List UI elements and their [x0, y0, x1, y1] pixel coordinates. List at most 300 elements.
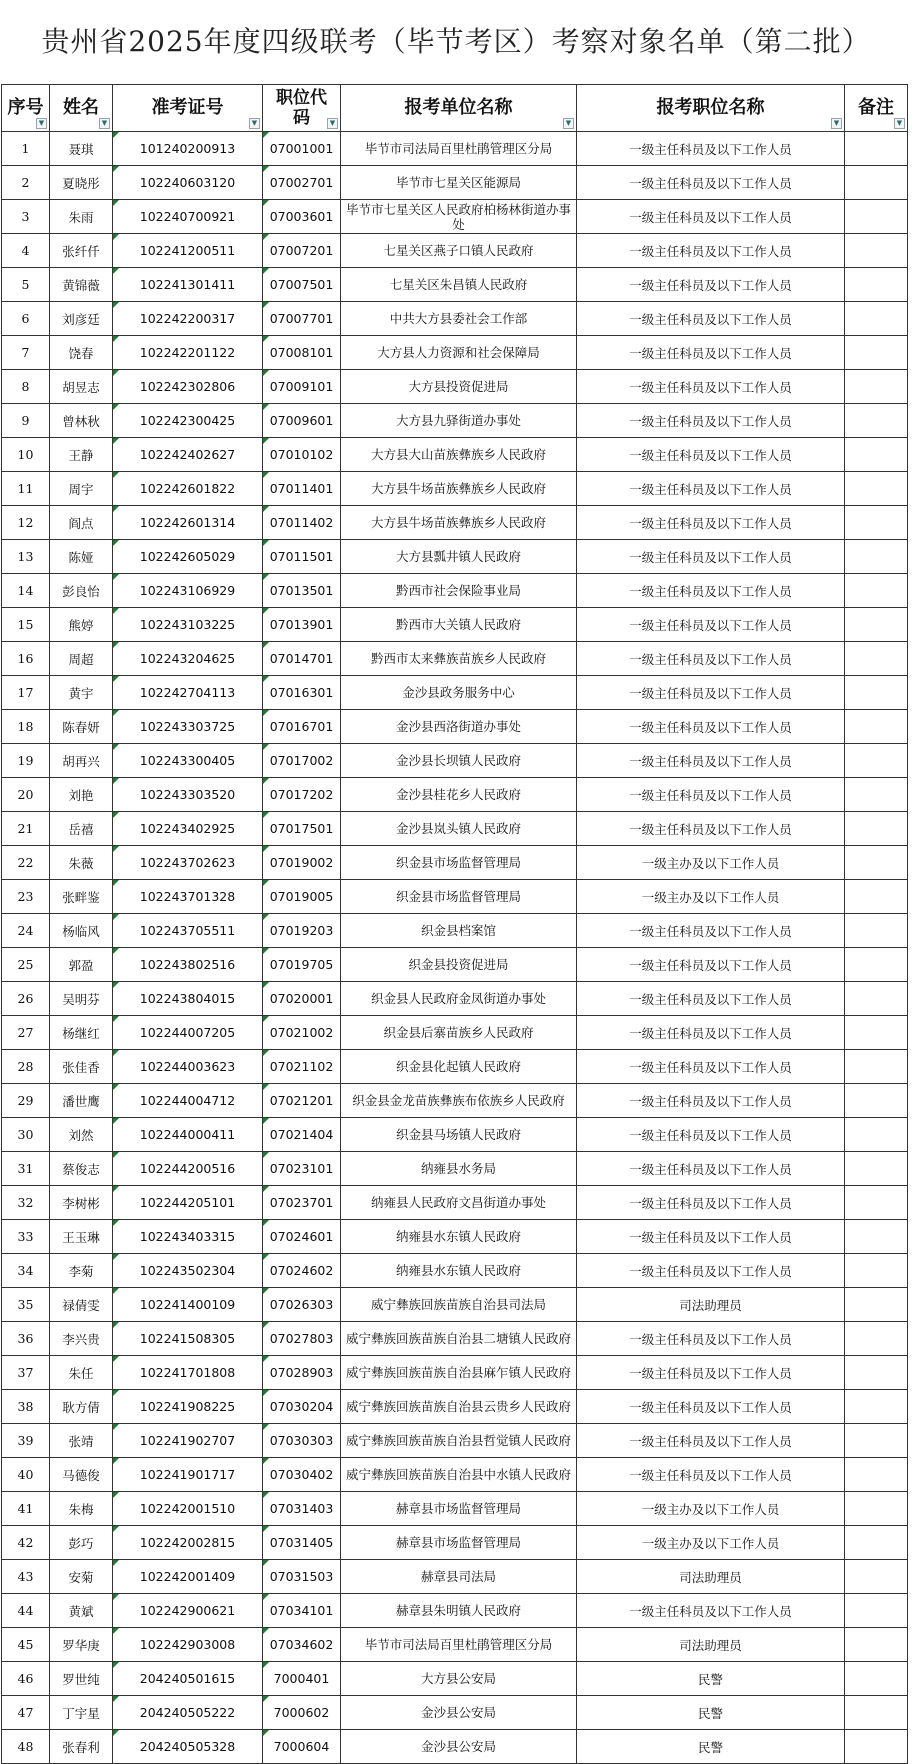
- cell-position-code[interactable]: 07021002: [263, 1016, 341, 1050]
- cell-position[interactable]: 司法助理员: [577, 1288, 845, 1322]
- cell-unit[interactable]: 毕节市七星关区能源局: [341, 166, 577, 200]
- cell-position[interactable]: 一级主办及以下工作人员: [577, 846, 845, 880]
- cell-position[interactable]: 一级主任科员及以下工作人员: [577, 1016, 845, 1050]
- cell-seq[interactable]: 23: [2, 880, 50, 914]
- cell-position[interactable]: 一级主任科员及以下工作人员: [577, 438, 845, 472]
- cell-position[interactable]: 一级主任科员及以下工作人员: [577, 914, 845, 948]
- cell-name[interactable]: 张靖: [50, 1424, 113, 1458]
- cell-position-code[interactable]: 07017002: [263, 744, 341, 778]
- cell-position[interactable]: 一级主任科员及以下工作人员: [577, 1458, 845, 1492]
- cell-position-code[interactable]: 07011402: [263, 506, 341, 540]
- cell-remark[interactable]: [845, 472, 908, 506]
- cell-seq[interactable]: 17: [2, 676, 50, 710]
- cell-exam-id[interactable]: 204240505328: [113, 1730, 263, 1764]
- cell-seq[interactable]: 43: [2, 1560, 50, 1594]
- cell-seq[interactable]: 33: [2, 1220, 50, 1254]
- cell-unit[interactable]: 黔西市太来彝族苗族乡人民政府: [341, 642, 577, 676]
- cell-position[interactable]: 一级主办及以下工作人员: [577, 1526, 845, 1560]
- cell-position[interactable]: 一级主任科员及以下工作人员: [577, 982, 845, 1016]
- cell-position[interactable]: 一级主办及以下工作人员: [577, 1492, 845, 1526]
- cell-unit[interactable]: 七星关区朱昌镇人民政府: [341, 268, 577, 302]
- cell-unit[interactable]: 纳雍县人民政府文昌街道办事处: [341, 1186, 577, 1220]
- cell-position-code[interactable]: 07024602: [263, 1254, 341, 1288]
- cell-exam-id[interactable]: 102243204625: [113, 642, 263, 676]
- cell-seq[interactable]: 3: [2, 200, 50, 234]
- cell-position-code[interactable]: 07021102: [263, 1050, 341, 1084]
- cell-position-code[interactable]: 7000401: [263, 1662, 341, 1696]
- dropdown-filter-icon[interactable]: ▼: [831, 118, 842, 129]
- cell-exam-id[interactable]: 102243103225: [113, 608, 263, 642]
- cell-position[interactable]: 一级主任科员及以下工作人员: [577, 506, 845, 540]
- cell-unit[interactable]: 织金县化起镇人民政府: [341, 1050, 577, 1084]
- cell-position-code[interactable]: 07007701: [263, 302, 341, 336]
- cell-position[interactable]: 一级主任科员及以下工作人员: [577, 1084, 845, 1118]
- cell-seq[interactable]: 44: [2, 1594, 50, 1628]
- cell-position-code[interactable]: 07030204: [263, 1390, 341, 1424]
- cell-remark[interactable]: [845, 1016, 908, 1050]
- cell-position[interactable]: 一级主任科员及以下工作人员: [577, 200, 845, 234]
- cell-unit[interactable]: 织金县人民政府金凤街道办事处: [341, 982, 577, 1016]
- cell-position[interactable]: 一级主办及以下工作人员: [577, 880, 845, 914]
- cell-exam-id[interactable]: 102243303520: [113, 778, 263, 812]
- cell-position-code[interactable]: 07030303: [263, 1424, 341, 1458]
- cell-seq[interactable]: 32: [2, 1186, 50, 1220]
- cell-remark[interactable]: [845, 914, 908, 948]
- cell-unit[interactable]: 金沙县公安局: [341, 1730, 577, 1764]
- cell-seq[interactable]: 11: [2, 472, 50, 506]
- cell-position-code[interactable]: 07034602: [263, 1628, 341, 1662]
- cell-unit[interactable]: 大方县九驿街道办事处: [341, 404, 577, 438]
- cell-exam-id[interactable]: 102243705511: [113, 914, 263, 948]
- cell-position[interactable]: 一级主任科员及以下工作人员: [577, 540, 845, 574]
- cell-position-code[interactable]: 07009101: [263, 370, 341, 404]
- cell-name[interactable]: 吴明芬: [50, 982, 113, 1016]
- cell-position[interactable]: 民警: [577, 1662, 845, 1696]
- cell-position-code[interactable]: 07030402: [263, 1458, 341, 1492]
- cell-unit[interactable]: 赫章县市场监督管理局: [341, 1492, 577, 1526]
- cell-seq[interactable]: 47: [2, 1696, 50, 1730]
- cell-unit[interactable]: 威宁彝族回族苗族自治县二塘镇人民政府: [341, 1322, 577, 1356]
- cell-exam-id[interactable]: 102242601822: [113, 472, 263, 506]
- cell-position[interactable]: 一级主任科员及以下工作人员: [577, 404, 845, 438]
- cell-remark[interactable]: [845, 880, 908, 914]
- cell-position-code[interactable]: 07019002: [263, 846, 341, 880]
- cell-position[interactable]: 一级主任科员及以下工作人员: [577, 1220, 845, 1254]
- cell-exam-id[interactable]: 102242201122: [113, 336, 263, 370]
- cell-remark[interactable]: [845, 1390, 908, 1424]
- cell-exam-id[interactable]: 102242001510: [113, 1492, 263, 1526]
- cell-remark[interactable]: [845, 1492, 908, 1526]
- cell-unit[interactable]: 七星关区燕子口镇人民政府: [341, 234, 577, 268]
- cell-unit[interactable]: 大方县投资促进局: [341, 370, 577, 404]
- cell-position[interactable]: 一级主任科员及以下工作人员: [577, 1254, 845, 1288]
- cell-seq[interactable]: 25: [2, 948, 50, 982]
- cell-exam-id[interactable]: 102243402925: [113, 812, 263, 846]
- cell-remark[interactable]: [845, 608, 908, 642]
- cell-unit[interactable]: 金沙县岚头镇人民政府: [341, 812, 577, 846]
- cell-remark[interactable]: [845, 1084, 908, 1118]
- cell-position[interactable]: 一级主任科员及以下工作人员: [577, 1390, 845, 1424]
- cell-position[interactable]: 一级主任科员及以下工作人员: [577, 608, 845, 642]
- cell-seq[interactable]: 8: [2, 370, 50, 404]
- cell-position-code[interactable]: 07016301: [263, 676, 341, 710]
- cell-position-code[interactable]: 07014701: [263, 642, 341, 676]
- cell-seq[interactable]: 29: [2, 1084, 50, 1118]
- cell-seq[interactable]: 45: [2, 1628, 50, 1662]
- cell-remark[interactable]: [845, 778, 908, 812]
- cell-position[interactable]: 一级主任科员及以下工作人员: [577, 710, 845, 744]
- cell-seq[interactable]: 38: [2, 1390, 50, 1424]
- cell-exam-id[interactable]: 102243300405: [113, 744, 263, 778]
- cell-remark[interactable]: [845, 1186, 908, 1220]
- cell-position-code[interactable]: 07017202: [263, 778, 341, 812]
- cell-remark[interactable]: [845, 404, 908, 438]
- cell-exam-id[interactable]: 102243303725: [113, 710, 263, 744]
- cell-exam-id[interactable]: 102242605029: [113, 540, 263, 574]
- cell-remark[interactable]: [845, 1662, 908, 1696]
- cell-remark[interactable]: [845, 1526, 908, 1560]
- cell-unit[interactable]: 毕节市司法局百里杜鹃管理区分局: [341, 1628, 577, 1662]
- cell-position-code[interactable]: 07026303: [263, 1288, 341, 1322]
- cell-position[interactable]: 一级主任科员及以下工作人员: [577, 1186, 845, 1220]
- cell-name[interactable]: 熊婷: [50, 608, 113, 642]
- cell-unit[interactable]: 纳雍县水东镇人民政府: [341, 1220, 577, 1254]
- cell-exam-id[interactable]: 102241902707: [113, 1424, 263, 1458]
- cell-name[interactable]: 胡再兴: [50, 744, 113, 778]
- cell-remark[interactable]: [845, 1050, 908, 1084]
- cell-position[interactable]: 一级主任科员及以下工作人员: [577, 166, 845, 200]
- cell-name[interactable]: 李兴贵: [50, 1322, 113, 1356]
- cell-exam-id[interactable]: 204240501615: [113, 1662, 263, 1696]
- cell-position-code[interactable]: 07011501: [263, 540, 341, 574]
- cell-position[interactable]: 一级主任科员及以下工作人员: [577, 234, 845, 268]
- cell-seq[interactable]: 28: [2, 1050, 50, 1084]
- dropdown-filter-icon[interactable]: ▼: [99, 118, 110, 129]
- cell-name[interactable]: 聂琪: [50, 132, 113, 166]
- cell-name[interactable]: 王静: [50, 438, 113, 472]
- cell-name[interactable]: 夏晓彤: [50, 166, 113, 200]
- cell-remark[interactable]: [845, 846, 908, 880]
- cell-position-code[interactable]: 7000602: [263, 1696, 341, 1730]
- cell-seq[interactable]: 27: [2, 1016, 50, 1050]
- dropdown-filter-icon[interactable]: ▼: [36, 118, 47, 129]
- cell-position-code[interactable]: 07002701: [263, 166, 341, 200]
- cell-exam-id[interactable]: 102242903008: [113, 1628, 263, 1662]
- cell-unit[interactable]: 中共大方县委社会工作部: [341, 302, 577, 336]
- cell-remark[interactable]: [845, 302, 908, 336]
- cell-remark[interactable]: [845, 1288, 908, 1322]
- cell-unit[interactable]: 赫章县司法局: [341, 1560, 577, 1594]
- cell-unit[interactable]: 大方县大山苗族彝族乡人民政府: [341, 438, 577, 472]
- cell-seq[interactable]: 21: [2, 812, 50, 846]
- cell-name[interactable]: 张佳香: [50, 1050, 113, 1084]
- cell-unit[interactable]: 威宁彝族回族苗族自治县麻乍镇人民政府: [341, 1356, 577, 1390]
- cell-remark[interactable]: [845, 336, 908, 370]
- cell-remark[interactable]: [845, 710, 908, 744]
- cell-position-code[interactable]: 07013501: [263, 574, 341, 608]
- cell-remark[interactable]: [845, 1152, 908, 1186]
- cell-position-code[interactable]: 07019705: [263, 948, 341, 982]
- cell-name[interactable]: 彭良怡: [50, 574, 113, 608]
- cell-position-code[interactable]: 07020001: [263, 982, 341, 1016]
- cell-seq[interactable]: 26: [2, 982, 50, 1016]
- cell-name[interactable]: 黄锦薇: [50, 268, 113, 302]
- cell-name[interactable]: 黄宇: [50, 676, 113, 710]
- cell-remark[interactable]: [845, 166, 908, 200]
- cell-unit[interactable]: 毕节市司法局百里杜鹃管理区分局: [341, 132, 577, 166]
- cell-exam-id[interactable]: 102244000411: [113, 1118, 263, 1152]
- cell-remark[interactable]: [845, 1458, 908, 1492]
- cell-position[interactable]: 司法助理员: [577, 1628, 845, 1662]
- cell-unit[interactable]: 金沙县公安局: [341, 1696, 577, 1730]
- cell-unit[interactable]: 金沙县政务服务中心: [341, 676, 577, 710]
- cell-remark[interactable]: [845, 268, 908, 302]
- cell-position-code[interactable]: 07019203: [263, 914, 341, 948]
- cell-name[interactable]: 饶春: [50, 336, 113, 370]
- cell-position-code[interactable]: 07021404: [263, 1118, 341, 1152]
- cell-exam-id[interactable]: 102241701808: [113, 1356, 263, 1390]
- cell-remark[interactable]: [845, 1254, 908, 1288]
- cell-position-code[interactable]: 07024601: [263, 1220, 341, 1254]
- cell-name[interactable]: 蔡俊志: [50, 1152, 113, 1186]
- cell-position[interactable]: 一级主任科员及以下工作人员: [577, 336, 845, 370]
- cell-name[interactable]: 周超: [50, 642, 113, 676]
- dropdown-filter-icon[interactable]: ▼: [563, 118, 574, 129]
- cell-remark[interactable]: [845, 1628, 908, 1662]
- cell-position[interactable]: 一级主任科员及以下工作人员: [577, 370, 845, 404]
- cell-position-code[interactable]: 7000604: [263, 1730, 341, 1764]
- cell-name[interactable]: 罗世纯: [50, 1662, 113, 1696]
- cell-position[interactable]: 一级主任科员及以下工作人员: [577, 472, 845, 506]
- cell-unit[interactable]: 纳雍县水务局: [341, 1152, 577, 1186]
- cell-name[interactable]: 朱梅: [50, 1492, 113, 1526]
- cell-seq[interactable]: 6: [2, 302, 50, 336]
- cell-remark[interactable]: [845, 540, 908, 574]
- cell-position-code[interactable]: 07013901: [263, 608, 341, 642]
- cell-seq[interactable]: 18: [2, 710, 50, 744]
- cell-unit[interactable]: 大方县牛场苗族彝族乡人民政府: [341, 506, 577, 540]
- cell-name[interactable]: 潘世鹰: [50, 1084, 113, 1118]
- cell-name[interactable]: 杨临风: [50, 914, 113, 948]
- cell-name[interactable]: 郭盈: [50, 948, 113, 982]
- cell-seq[interactable]: 36: [2, 1322, 50, 1356]
- cell-name[interactable]: 李树彬: [50, 1186, 113, 1220]
- cell-exam-id[interactable]: 102242001409: [113, 1560, 263, 1594]
- cell-position[interactable]: 司法助理员: [577, 1560, 845, 1594]
- cell-position[interactable]: 一级主任科员及以下工作人员: [577, 676, 845, 710]
- cell-unit[interactable]: 大方县公安局: [341, 1662, 577, 1696]
- cell-unit[interactable]: 织金县后寨苗族乡人民政府: [341, 1016, 577, 1050]
- cell-unit[interactable]: 黔西市大关镇人民政府: [341, 608, 577, 642]
- cell-seq[interactable]: 34: [2, 1254, 50, 1288]
- cell-name[interactable]: 张纤仟: [50, 234, 113, 268]
- cell-name[interactable]: 马德俊: [50, 1458, 113, 1492]
- cell-remark[interactable]: [845, 812, 908, 846]
- cell-exam-id[interactable]: 102241901717: [113, 1458, 263, 1492]
- cell-remark[interactable]: [845, 1220, 908, 1254]
- cell-name[interactable]: 彭巧: [50, 1526, 113, 1560]
- cell-name[interactable]: 刘然: [50, 1118, 113, 1152]
- cell-seq[interactable]: 40: [2, 1458, 50, 1492]
- cell-seq[interactable]: 30: [2, 1118, 50, 1152]
- cell-unit[interactable]: 金沙县长坝镇人民政府: [341, 744, 577, 778]
- cell-exam-id[interactable]: 102242402627: [113, 438, 263, 472]
- cell-seq[interactable]: 22: [2, 846, 50, 880]
- cell-name[interactable]: 刘艳: [50, 778, 113, 812]
- cell-position-code[interactable]: 07008101: [263, 336, 341, 370]
- cell-name[interactable]: 陈娅: [50, 540, 113, 574]
- cell-unit[interactable]: 威宁彝族回族苗族自治县云贵乡人民政府: [341, 1390, 577, 1424]
- cell-exam-id[interactable]: 102242200317: [113, 302, 263, 336]
- cell-unit[interactable]: 威宁彝族回族苗族自治县哲觉镇人民政府: [341, 1424, 577, 1458]
- cell-unit[interactable]: 纳雍县水东镇人民政府: [341, 1254, 577, 1288]
- cell-position[interactable]: 一级主任科员及以下工作人员: [577, 1356, 845, 1390]
- cell-position-code[interactable]: 07023101: [263, 1152, 341, 1186]
- dropdown-filter-icon[interactable]: ▼: [327, 118, 338, 129]
- cell-position-code[interactable]: 07007501: [263, 268, 341, 302]
- cell-name[interactable]: 陈春妍: [50, 710, 113, 744]
- cell-seq[interactable]: 19: [2, 744, 50, 778]
- cell-exam-id[interactable]: 102243403315: [113, 1220, 263, 1254]
- cell-remark[interactable]: [845, 438, 908, 472]
- cell-remark[interactable]: [845, 642, 908, 676]
- cell-position[interactable]: 一级主任科员及以下工作人员: [577, 1118, 845, 1152]
- cell-seq[interactable]: 42: [2, 1526, 50, 1560]
- cell-seq[interactable]: 2: [2, 166, 50, 200]
- cell-exam-id[interactable]: 102242300425: [113, 404, 263, 438]
- cell-name[interactable]: 周宇: [50, 472, 113, 506]
- dropdown-filter-icon[interactable]: ▼: [894, 118, 905, 129]
- cell-seq[interactable]: 41: [2, 1492, 50, 1526]
- cell-remark[interactable]: [845, 1118, 908, 1152]
- cell-position-code[interactable]: 07019005: [263, 880, 341, 914]
- cell-position[interactable]: 一级主任科员及以下工作人员: [577, 1152, 845, 1186]
- cell-seq[interactable]: 35: [2, 1288, 50, 1322]
- cell-name[interactable]: 禄倩雯: [50, 1288, 113, 1322]
- cell-seq[interactable]: 24: [2, 914, 50, 948]
- dropdown-filter-icon[interactable]: ▼: [249, 118, 260, 129]
- cell-remark[interactable]: [845, 574, 908, 608]
- cell-position-code[interactable]: 07028903: [263, 1356, 341, 1390]
- cell-position[interactable]: 一级主任科员及以下工作人员: [577, 1322, 845, 1356]
- cell-exam-id[interactable]: 102244003623: [113, 1050, 263, 1084]
- cell-exam-id[interactable]: 102244200516: [113, 1152, 263, 1186]
- cell-seq[interactable]: 9: [2, 404, 50, 438]
- cell-position-code[interactable]: 07031405: [263, 1526, 341, 1560]
- cell-seq[interactable]: 48: [2, 1730, 50, 1764]
- cell-exam-id[interactable]: 102243502304: [113, 1254, 263, 1288]
- cell-exam-id[interactable]: 102244004712: [113, 1084, 263, 1118]
- cell-remark[interactable]: [845, 1322, 908, 1356]
- cell-unit[interactable]: 赫章县朱明镇人民政府: [341, 1594, 577, 1628]
- cell-remark[interactable]: [845, 948, 908, 982]
- cell-position[interactable]: 一级主任科员及以下工作人员: [577, 302, 845, 336]
- cell-exam-id[interactable]: 102243804015: [113, 982, 263, 1016]
- cell-seq[interactable]: 12: [2, 506, 50, 540]
- cell-unit[interactable]: 威宁彝族回族苗族自治县司法局: [341, 1288, 577, 1322]
- cell-name[interactable]: 杨继红: [50, 1016, 113, 1050]
- cell-exam-id[interactable]: 102244205101: [113, 1186, 263, 1220]
- cell-name[interactable]: 曾林秋: [50, 404, 113, 438]
- cell-name[interactable]: 胡昱志: [50, 370, 113, 404]
- cell-position-code[interactable]: 07001001: [263, 132, 341, 166]
- cell-name[interactable]: 丁宇星: [50, 1696, 113, 1730]
- cell-exam-id[interactable]: 102242002815: [113, 1526, 263, 1560]
- cell-position[interactable]: 一级主任科员及以下工作人员: [577, 948, 845, 982]
- cell-exam-id[interactable]: 102242900621: [113, 1594, 263, 1628]
- cell-position[interactable]: 一级主任科员及以下工作人员: [577, 268, 845, 302]
- cell-exam-id[interactable]: 102241400109: [113, 1288, 263, 1322]
- cell-seq[interactable]: 39: [2, 1424, 50, 1458]
- cell-name[interactable]: 李菊: [50, 1254, 113, 1288]
- cell-seq[interactable]: 10: [2, 438, 50, 472]
- cell-remark[interactable]: [845, 676, 908, 710]
- cell-name[interactable]: 朱任: [50, 1356, 113, 1390]
- cell-position[interactable]: 一级主任科员及以下工作人员: [577, 812, 845, 846]
- cell-remark[interactable]: [845, 132, 908, 166]
- cell-position[interactable]: 一级主任科员及以下工作人员: [577, 744, 845, 778]
- cell-seq[interactable]: 13: [2, 540, 50, 574]
- cell-exam-id[interactable]: 102243702623: [113, 846, 263, 880]
- cell-unit[interactable]: 织金县投资促进局: [341, 948, 577, 982]
- cell-position[interactable]: 民警: [577, 1730, 845, 1764]
- cell-exam-id[interactable]: 102241508305: [113, 1322, 263, 1356]
- cell-name[interactable]: 黄斌: [50, 1594, 113, 1628]
- cell-seq[interactable]: 7: [2, 336, 50, 370]
- cell-unit[interactable]: 黔西市社会保险事业局: [341, 574, 577, 608]
- cell-remark[interactable]: [845, 1560, 908, 1594]
- cell-position-code[interactable]: 07031503: [263, 1560, 341, 1594]
- cell-seq[interactable]: 15: [2, 608, 50, 642]
- cell-position[interactable]: 一级主任科员及以下工作人员: [577, 642, 845, 676]
- cell-exam-id[interactable]: 102242302806: [113, 370, 263, 404]
- cell-remark[interactable]: [845, 982, 908, 1016]
- cell-name[interactable]: 张畔鉴: [50, 880, 113, 914]
- cell-exam-id[interactable]: 102240603120: [113, 166, 263, 200]
- cell-position-code[interactable]: 07034101: [263, 1594, 341, 1628]
- cell-position[interactable]: 一级主任科员及以下工作人员: [577, 574, 845, 608]
- cell-unit[interactable]: 威宁彝族回族苗族自治县中水镇人民政府: [341, 1458, 577, 1492]
- cell-remark[interactable]: [845, 1730, 908, 1764]
- cell-position-code[interactable]: 07021201: [263, 1084, 341, 1118]
- cell-exam-id[interactable]: 102241908225: [113, 1390, 263, 1424]
- cell-position[interactable]: 一级主任科员及以下工作人员: [577, 132, 845, 166]
- cell-exam-id[interactable]: 102243106929: [113, 574, 263, 608]
- cell-remark[interactable]: [845, 370, 908, 404]
- cell-name[interactable]: 张春利: [50, 1730, 113, 1764]
- cell-position-code[interactable]: 07023701: [263, 1186, 341, 1220]
- cell-position-code[interactable]: 07010102: [263, 438, 341, 472]
- cell-exam-id[interactable]: 204240505222: [113, 1696, 263, 1730]
- cell-name[interactable]: 刘彦廷: [50, 302, 113, 336]
- cell-seq[interactable]: 1: [2, 132, 50, 166]
- cell-unit[interactable]: 织金县市场监督管理局: [341, 880, 577, 914]
- cell-unit[interactable]: 织金县金龙苗族彝族布依族乡人民政府: [341, 1084, 577, 1118]
- cell-seq[interactable]: 16: [2, 642, 50, 676]
- cell-exam-id[interactable]: 102244007205: [113, 1016, 263, 1050]
- cell-name[interactable]: 安菊: [50, 1560, 113, 1594]
- cell-position-code[interactable]: 07009601: [263, 404, 341, 438]
- cell-seq[interactable]: 20: [2, 778, 50, 812]
- cell-position-code[interactable]: 07031403: [263, 1492, 341, 1526]
- cell-exam-id[interactable]: 102243802516: [113, 948, 263, 982]
- cell-position-code[interactable]: 07016701: [263, 710, 341, 744]
- cell-unit[interactable]: 金沙县桂花乡人民政府: [341, 778, 577, 812]
- cell-seq[interactable]: 46: [2, 1662, 50, 1696]
- cell-seq[interactable]: 31: [2, 1152, 50, 1186]
- cell-name[interactable]: 朱薇: [50, 846, 113, 880]
- cell-exam-id[interactable]: 102241200511: [113, 234, 263, 268]
